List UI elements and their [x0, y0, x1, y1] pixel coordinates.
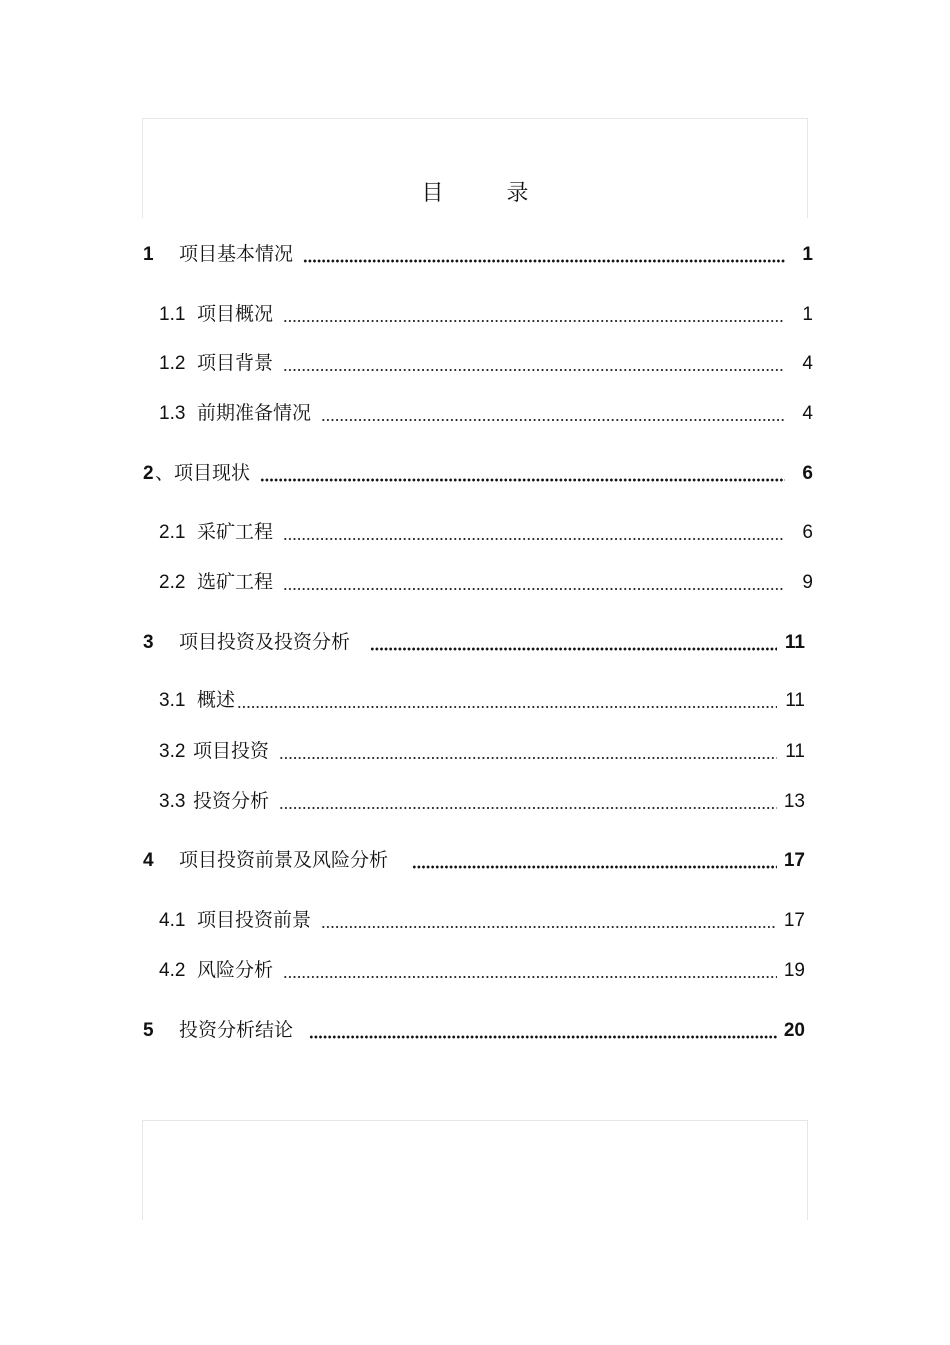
toc-entry-4[interactable] [143, 846, 805, 872]
toc-dot-leader [237, 691, 777, 709]
toc-entry-label: 概述 [197, 689, 236, 711]
toc-dot-leader [309, 1021, 777, 1039]
toc-entry-page: 9 [802, 572, 813, 593]
toc-entry-label: 前期准备情况 [197, 402, 312, 424]
toc-entry-page: 17 [783, 910, 805, 931]
toc-entry-number: 3.2 [159, 741, 186, 762]
toc-dot-leader [283, 305, 785, 323]
toc-entry-1-1[interactable] [159, 300, 813, 326]
toc-dot-leader [279, 792, 777, 810]
toc-dot-leader [283, 573, 785, 591]
toc-entry-page: 11 [784, 632, 805, 653]
toc-entry-2-2[interactable] [159, 568, 813, 594]
toc-dot-leader [303, 245, 785, 263]
toc-entry-page: 6 [802, 463, 813, 484]
toc-entry-number: 2 [143, 463, 154, 484]
toc-entry-number: 2.2 [159, 572, 186, 593]
toc-entry-number: 5 [143, 1020, 154, 1041]
toc-entry-number: 4 [143, 850, 154, 871]
toc-entry-number: 1.3 [159, 403, 186, 424]
toc-entry-3[interactable] [143, 628, 805, 654]
toc-entry-page: 20 [783, 1020, 805, 1041]
toc-entry-page: 19 [783, 960, 805, 981]
toc-dot-leader [279, 742, 777, 760]
toc-dot-leader [412, 851, 777, 869]
toc-entry-page: 4 [802, 353, 813, 374]
toc-dot-leader [321, 404, 785, 422]
toc-entry-number: 1.1 [159, 304, 186, 325]
toc-entry-2[interactable] [143, 459, 813, 485]
toc-entry-label: 风险分析 [197, 959, 274, 981]
toc-entry-label: 项目投资 [193, 740, 270, 762]
toc-entry-3-2[interactable] [159, 737, 805, 763]
toc-dot-leader [260, 464, 785, 482]
toc-entry-page: 17 [783, 850, 805, 871]
toc-dot-leader [283, 354, 785, 372]
toc-entry-number: 4.1 [159, 910, 186, 931]
toc-entry-label: 项目概况 [197, 303, 274, 325]
toc-entry-number: 3.1 [159, 690, 186, 711]
toc-entry-4-1[interactable] [159, 906, 805, 932]
toc-dot-leader [370, 633, 777, 651]
toc-entry-page: 1 [802, 244, 813, 265]
toc-entry-3-1[interactable] [159, 686, 805, 712]
toc-entry-label: 采矿工程 [197, 521, 274, 543]
toc-entry-page: 11 [785, 690, 805, 711]
toc-entry-4-2[interactable] [159, 956, 805, 982]
toc-entry-2-1[interactable] [159, 518, 813, 544]
page-frame-bottom [142, 1120, 808, 1220]
toc-entry-number: 3 [143, 632, 154, 653]
toc-entry-5[interactable] [143, 1016, 805, 1042]
toc-entry-label: 项目基本情况 [179, 243, 294, 265]
toc-entry-page: 4 [802, 403, 813, 424]
toc-dot-leader [321, 911, 777, 929]
toc-entry-page: 1 [802, 304, 813, 325]
toc-entry-label: 、项目现状 [155, 462, 251, 484]
toc-entry-1-3[interactable] [159, 399, 813, 425]
toc-entry-number: 2.1 [159, 522, 186, 543]
toc-entry-1-2[interactable] [159, 349, 813, 375]
toc-entry-1[interactable] [143, 240, 813, 266]
toc-entry-label: 项目投资及投资分析 [179, 631, 351, 653]
toc-entry-label: 项目背景 [197, 352, 274, 374]
toc-entry-page: 13 [783, 791, 805, 812]
toc-dot-leader [283, 523, 785, 541]
toc-entry-number: 1 [143, 244, 154, 265]
toc-entry-number: 3.3 [159, 791, 186, 812]
toc-title: 目 录 [421, 181, 557, 206]
toc-dot-leader [283, 961, 777, 979]
toc-entry-label: 选矿工程 [197, 571, 274, 593]
toc-entry-label: 项目投资前景及风险分析 [179, 849, 389, 871]
toc-entry-3-3[interactable] [159, 787, 805, 813]
toc-entry-label: 投资分析 [193, 790, 270, 812]
toc-entry-number: 4.2 [159, 960, 186, 981]
toc-entry-page: 11 [785, 741, 805, 762]
toc-entry-number: 1.2 [159, 353, 186, 374]
toc-entry-page: 6 [802, 522, 813, 543]
toc-entry-label: 投资分析结论 [179, 1019, 294, 1041]
toc-entry-label: 项目投资前景 [197, 909, 312, 931]
